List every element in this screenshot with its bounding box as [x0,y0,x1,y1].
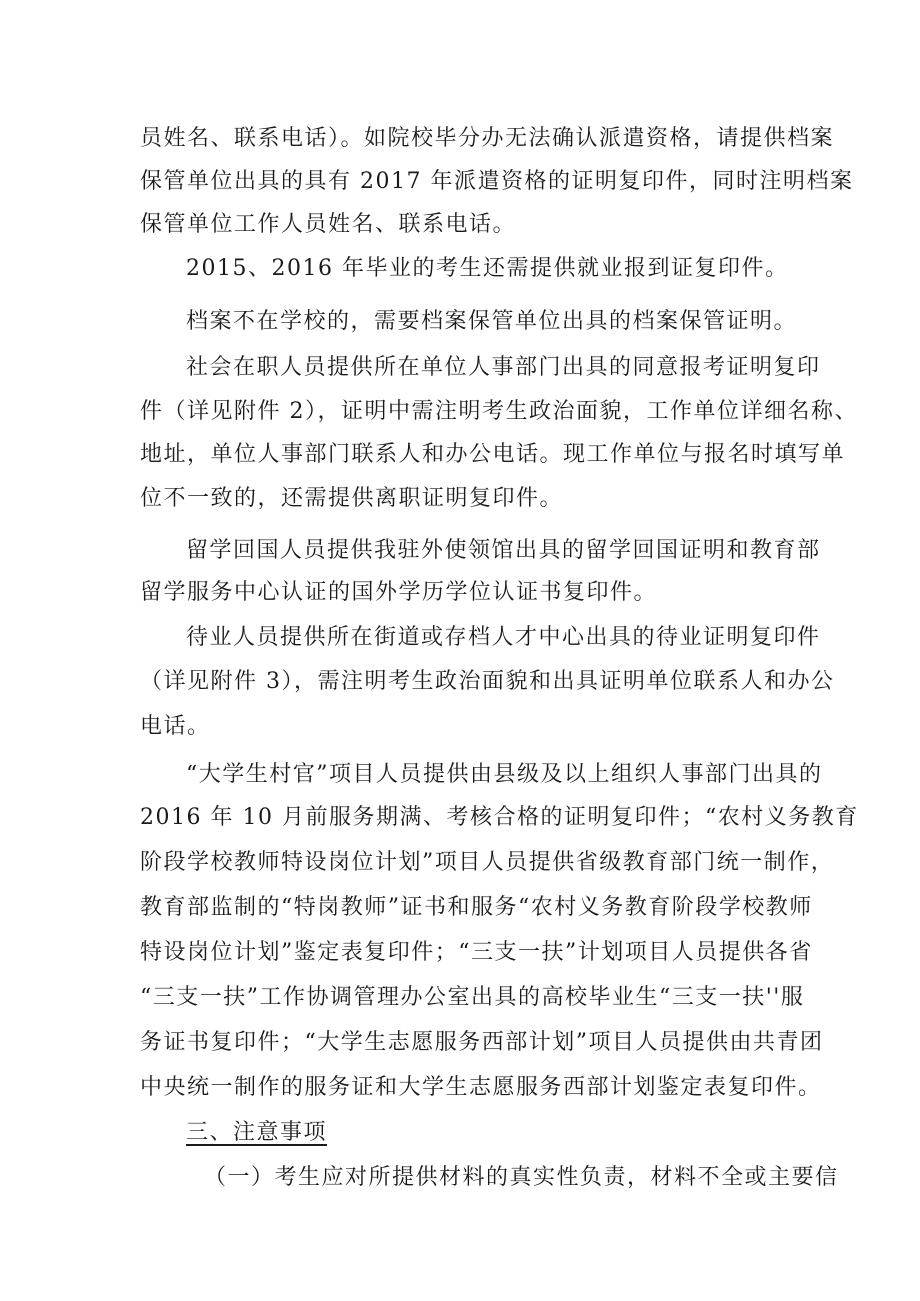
paragraph-line: 务证书复印件；“大学生志愿服务西部计划”项目人员提供由共青团 [140,1030,824,1055]
paragraph-line: 待业人员提供所在街道或存档人才中心出具的待业证明复印件 [186,625,821,650]
paragraph-line: 留学回国人员提供我驻外使领馆出具的留学回国证明和教育部 [186,538,821,563]
paragraph-line: 电话。 [140,714,211,739]
paragraph-line: 中央统一制作的服务证和大学生志愿服务西部计划鉴定表复印件。 [140,1075,822,1100]
paragraph-line: 件（详见附件 2），证明中需注明考生政治面貌，工作单位详细名称、 [140,399,858,424]
paragraph-line: 保管单位工作人员姓名、联系电话。 [140,212,517,237]
paragraph-line: “大学生村官”项目人员提供由县级及以上组织人事部门出具的 [186,762,823,787]
paragraph-line: 阶段学校教师特设岗位计划”项目人员提供省级教育部门统一制作， [140,850,835,875]
paragraph-line: 社会在职人员提供所在单位人事部门出具的同意报考证明复印 [186,355,821,380]
paragraph-line: 教育部监制的“特岗教师”证书和服务“农村义务教育阶段学校教师 [140,895,813,920]
paragraph-line: （详见附件 3），需注明考生政治面貌和出具证明单位联系人和办公 [140,669,835,694]
paragraph-line: 2015、2016 年毕业的考生还需提供就业报到证复印件。 [186,256,789,281]
paragraph-line: 员姓名、联系电话）。如院校毕分办无法确认派遣资格，请提供档案 [140,126,835,151]
paragraph-line: 特设岗位计划”鉴定表复印件；“三支一扶”计划项目人员提供各省 [140,940,813,965]
paragraph-line: 档案不在学校的，需要档案保管单位出具的档案保管证明。 [186,309,798,334]
paragraph-line: 位不一致的，还需提供离职证明复印件。 [140,486,564,511]
paragraph-line: 留学服务中心认证的国外学历学位认证书复印件。 [140,580,658,605]
list-item-line: （一）考生应对所提供材料的真实性负责，材料不全或主要信 [204,1165,839,1190]
paragraph-line: “三支一扶”工作协调管理办公室出具的高校毕业生“三支一扶''服 [140,985,805,1010]
section-heading: 三、注意事项 [186,1120,328,1145]
paragraph-line: 2016 年 10 月前服务期满、考核合格的证明复印件；“农村义务教育 [140,805,859,830]
paragraph-line: 地址，单位人事部门联系人和办公电话。现工作单位与报名时填写单 [140,442,846,467]
paragraph-line: 保管单位出具的具有 2017 年派遣资格的证明复印件，同时注明档案 [140,169,854,194]
